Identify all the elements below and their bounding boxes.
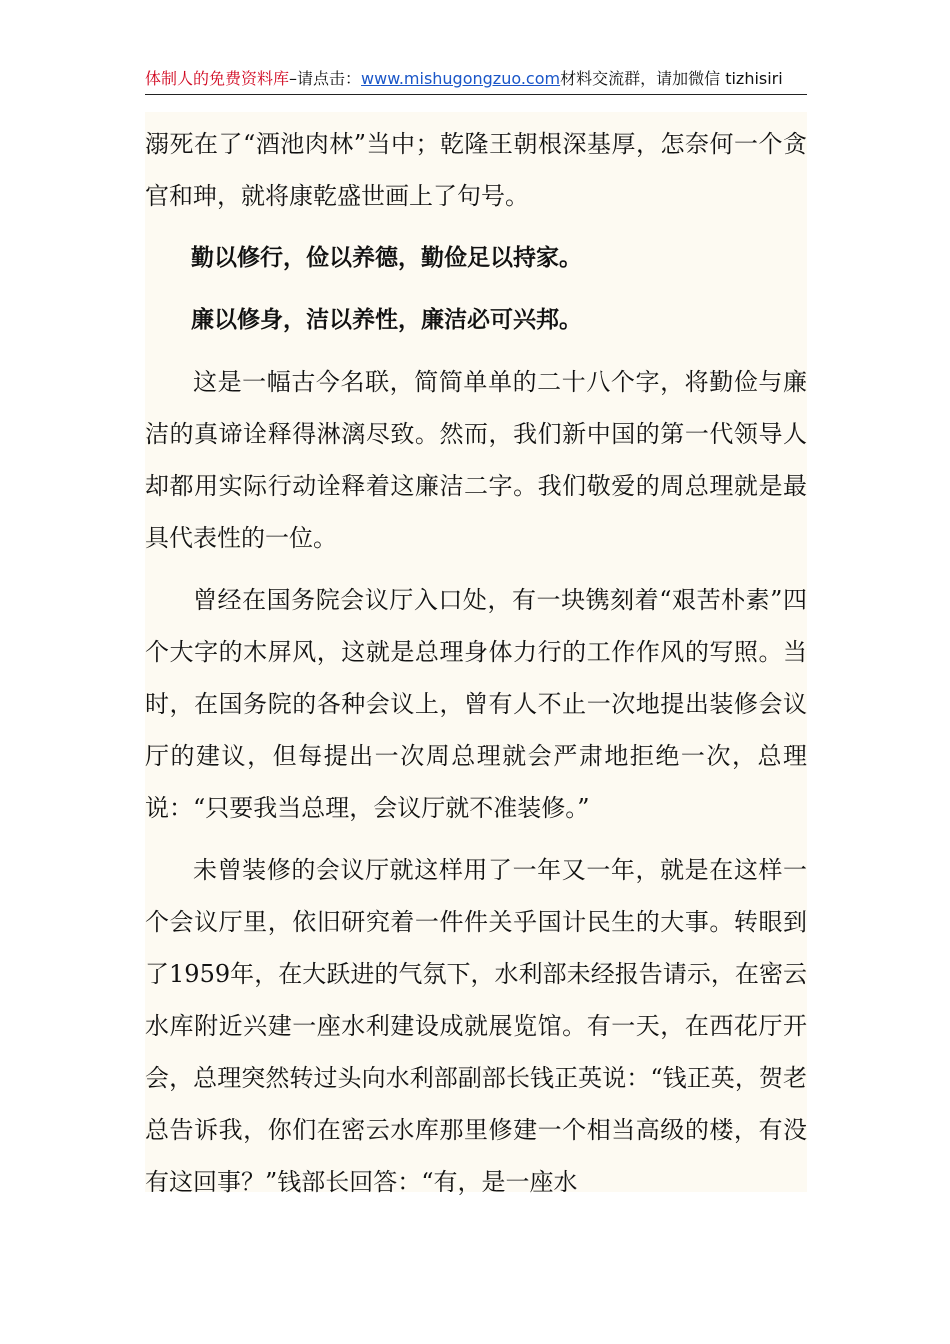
paragraph-1: 溺死在了“酒池肉林”当中；乾隆王朝根深基厚，怎奈何一个贪官和珅，就将康乾盛世画上了句号。 [145,130,807,210]
couplet-line-2: 廉以修身，洁以养性，廉洁必可兴邦。 [191,307,582,333]
page-header [145,66,807,92]
header-divider [145,94,807,95]
document-body [145,118,807,1208]
paragraph-3: 曾经在国务院会议厅入口处，有一块镌刻着“艰苦朴素”四个大字的木屏风，这就是总理身体力行的工作作风的写照。当时，在国务院的各种会议上，曾有人不止一次地提出装修会议厅的建议，但每提出一次周总理就会严肃地拒绝一次，总理说：“只要我当总理，会议厅就不准装修。” [145,586,807,822]
header-wechat-note: 材料交流群，请加微信 tizhisiri [560,69,783,88]
paragraph-2: 这是一幅古今名联，简简单单的二十八个字，将勤俭与廉洁的真谛诠释得淋漓尽致。然而，我们新中国的第一代领导人却都用实际行动诠释着这廉洁二字。我们敬爱的周总理就是最具代表性的一位。 [145,368,807,552]
header-brand: 体制人的免费资料库 [145,69,290,88]
header-website-link[interactable]: www.mishugongzuo.com [361,69,561,88]
paragraph-4: 未曾装修的会议厅就这样用了一年又一年，就是在这样一个会议厅里，依旧研究着一件件关乎国计民生的大事。转眼到了1959年，在大跃进的气氛下，水利部未经报告请示，在密云水库附近兴建一座水利建设成就展览馆。有一天，在西花厅开会，总理突然转过头向水利部副部长钱正英说：“钱正英，贺老总告诉我，你们在密云水库那里修建一个相当高级的楼，有没有这回事？”钱部长回答：“有，是一座水 [145,856,807,1196]
couplet-line-1: 勤以修行，俭以养德，勤俭足以持家。 [191,245,582,271]
header-prompt: –请点击： [289,69,362,88]
